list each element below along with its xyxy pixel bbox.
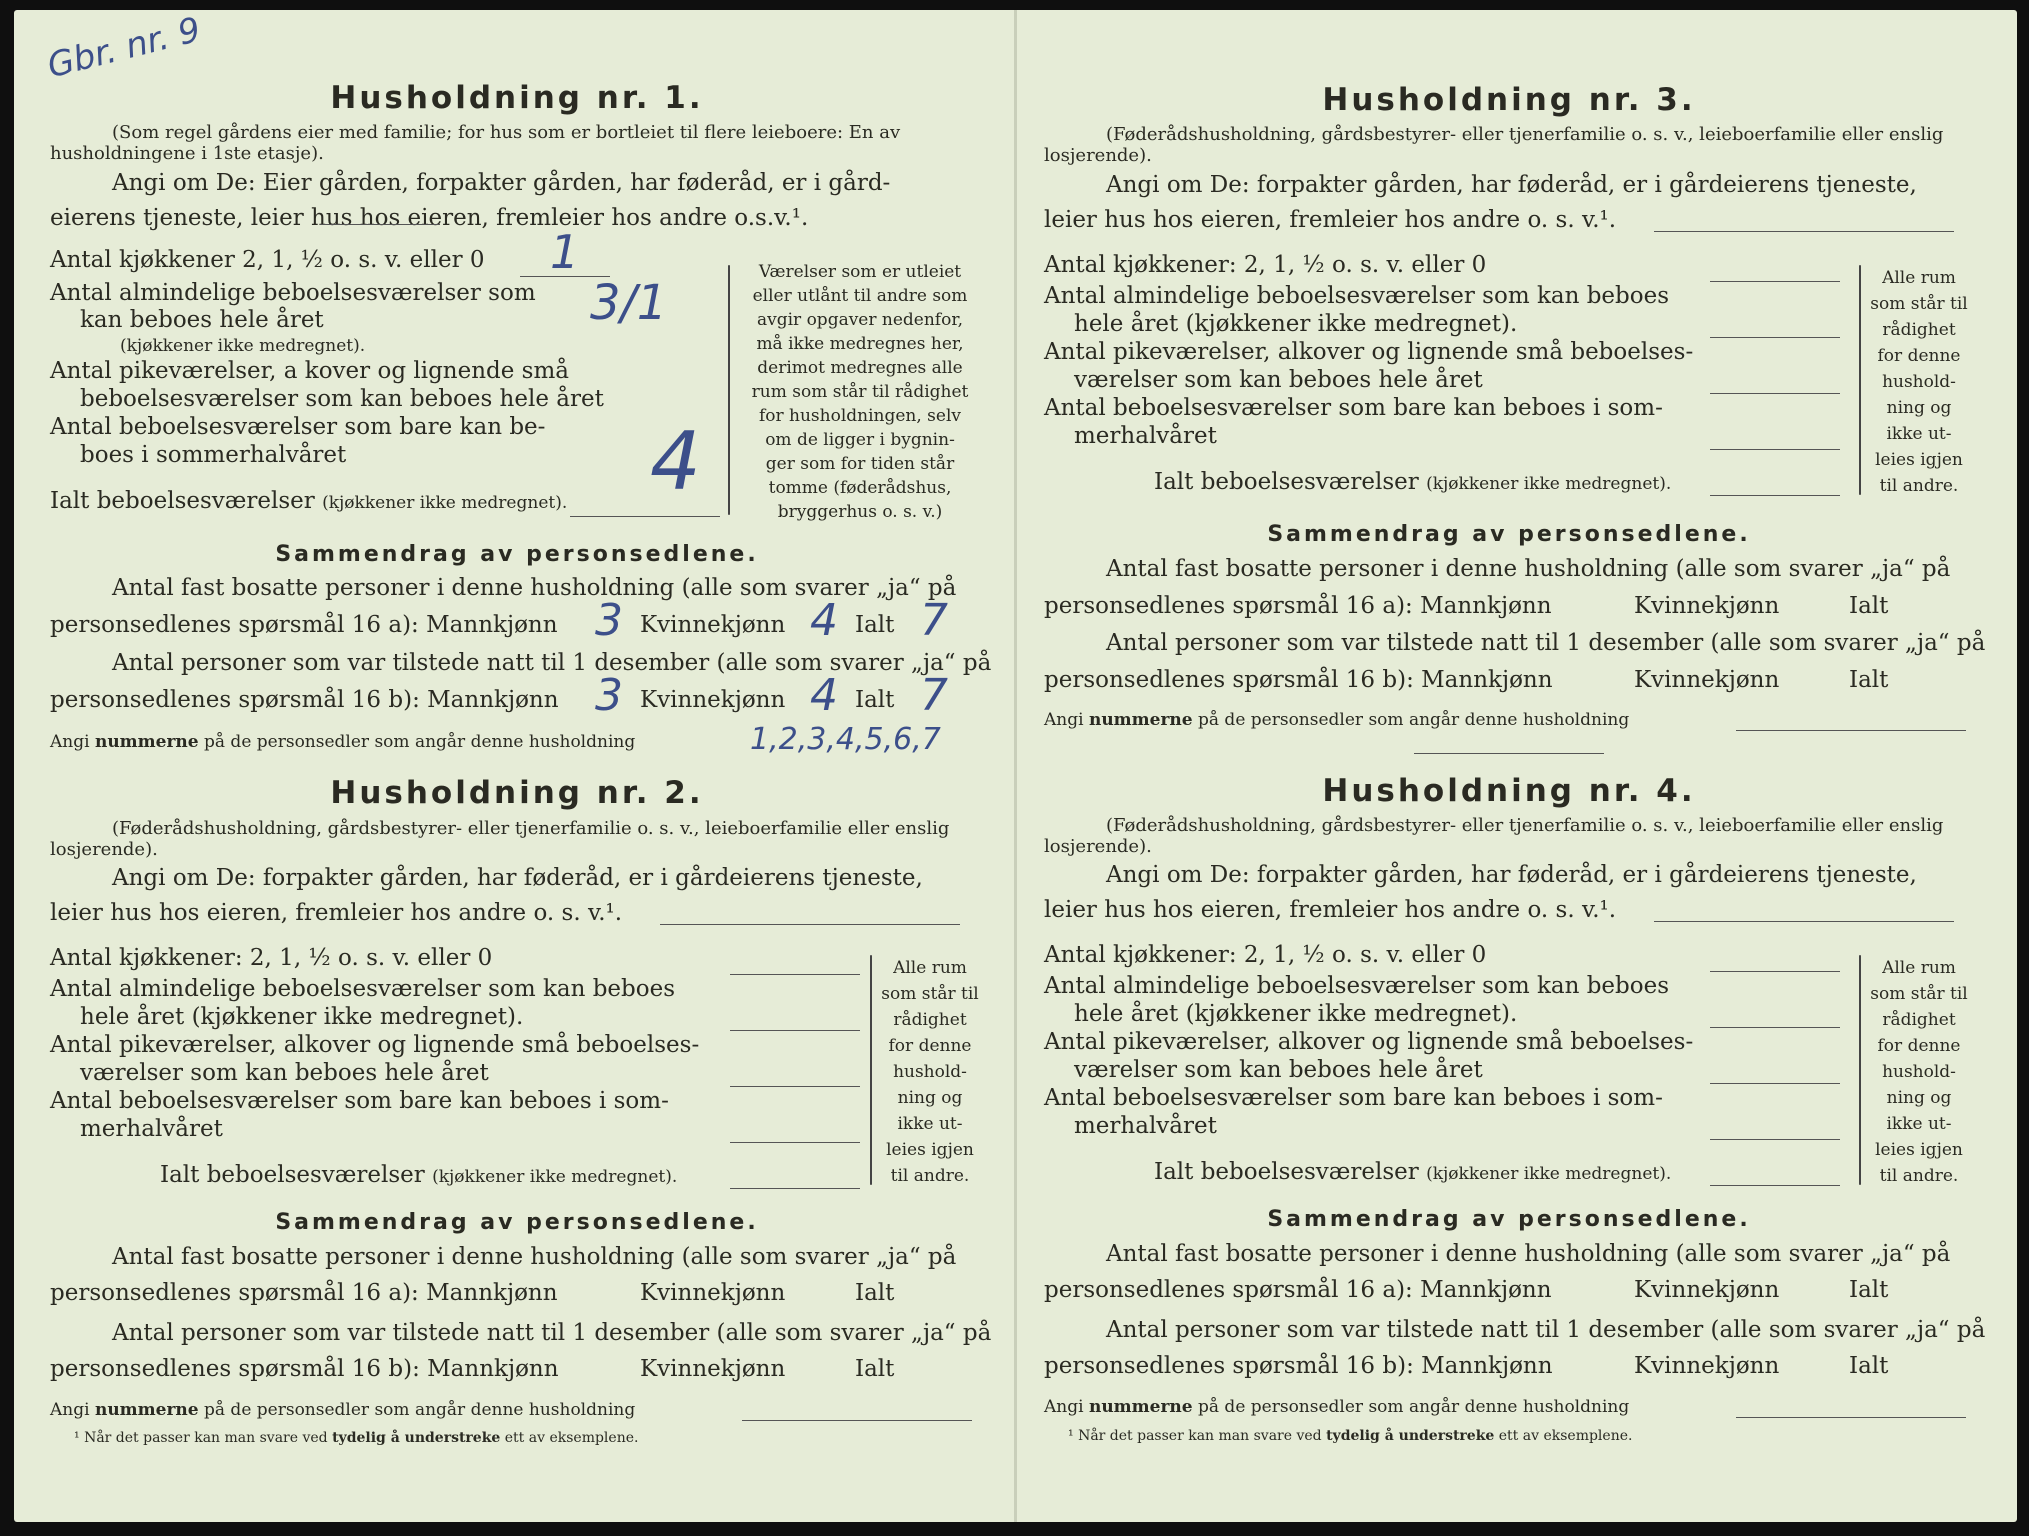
household-2-maid-line1: Antal pikeværelser, alkover og lignende små beboelses- <box>50 1032 700 1058</box>
household-2-kitchen-question: Antal kjøkkener: 2, 1, ½ o. s. v. eller 0 <box>50 945 493 971</box>
side-note-line: rådighet <box>1882 320 1956 340</box>
answer-line <box>730 1188 860 1189</box>
household-4-s2-line1: Antal personer som var tilstede natt til 1 desember (alle som svarer „ja“ på <box>1106 1317 1986 1343</box>
side-note-line: for husholdningen, selv <box>758 406 962 426</box>
household-3-summary-title: Sammendrag av personsedlene. <box>1267 522 1751 547</box>
answer-line <box>1710 971 1840 972</box>
footnote-post: ett av eksemplene. <box>1498 1428 1633 1444</box>
kitchen-answer: 1 <box>550 225 580 279</box>
household-1-total-label: Ialt beboelsesværelser <box>50 488 315 514</box>
answer-line <box>1710 1185 1840 1186</box>
household-3-total-label: Ialt beboelsesværelser <box>1154 469 1419 495</box>
footnote <box>74 1430 638 1446</box>
answer-line <box>1710 393 1840 394</box>
k16a-answer: 4 <box>810 595 838 646</box>
kvinnekjonn-label: Kvinnekjønn <box>1634 593 1780 619</box>
household-1-rooms-line2: kan beboes hele året <box>80 307 324 333</box>
rooms-answer: 3/1 <box>590 275 668 331</box>
side-note-line: ning og <box>1886 398 1952 418</box>
footnote-pre: ¹ Når det passer kan man svare ved <box>1068 1428 1322 1444</box>
household-1-side-note <box>740 260 980 524</box>
angi-label: Angi <box>50 732 90 752</box>
household-3-angi-line1: Angi om De: forpakter gården, har føderåd, er i gårdeierens tjeneste, <box>1106 172 1917 198</box>
household-1-brace <box>728 265 730 515</box>
household-3-total-note: (kjøkkener ikke medregnet). <box>1426 474 1672 494</box>
household-3-brace <box>1859 265 1861 495</box>
household-1-total-note: (kjøkkener ikke medregnet). <box>322 493 568 513</box>
footnote-post: ett av eksemplene. <box>504 1430 639 1446</box>
household-2-summer-line1: Antal beboelsesværelser som bare kan beboes i som- <box>50 1088 669 1114</box>
household-3-angi-line2: leier hus hos eieren, fremleier hos andre o. s. v.¹. <box>1044 207 1617 233</box>
household-1-s2-line2: personsedlenes spørsmål 16 b): Mannkjønn <box>50 687 559 713</box>
answer-line <box>730 1030 860 1031</box>
household-3-summer-line1: Antal beboelsesværelser som bare kan beboes i som- <box>1044 395 1663 421</box>
household-1-kitchen-question: Antal kjøkkener 2, 1, ½ o. s. v. eller 0 <box>50 247 485 273</box>
household-4-maid-line2: værelser som kan beboes hele året <box>1074 1057 1483 1083</box>
ialt-label: Ialt <box>855 1356 895 1382</box>
page-fold <box>1014 10 1017 1522</box>
angi-answer-line <box>660 924 960 925</box>
side-note-line: for denne <box>888 1036 972 1056</box>
answer-line <box>1710 1027 1840 1028</box>
summer-answer: 4 <box>650 415 701 508</box>
kvinnekjonn-label: Kvinnekjønn <box>1634 667 1780 693</box>
answer-line <box>730 974 860 975</box>
household-3-title: Husholdning nr. 3. <box>1322 82 1696 118</box>
side-note-line: ikke ut- <box>1886 1114 1952 1134</box>
household-2-note: (Føderådshusholdning, gårdsbestyrer- eller tjenerfamilie o. s. v., leieboerfamilie eller enslig losjerende). <box>50 818 950 860</box>
household-3-summer-line2: merhalvåret <box>1074 423 1217 449</box>
household-2-s1-line1: Antal fast bosatte personer i denne husholdning (alle som svarer „ja“ på <box>112 1244 957 1270</box>
kvinnekjonn-label: Kvinnekjønn <box>640 1280 786 1306</box>
household-3-kitchen-question: Antal kjøkkener: 2, 1, ½ o. s. v. eller 0 <box>1044 252 1487 278</box>
household-3-s1-line2: personsedlenes spørsmål 16 a): Mannkjønn <box>1044 593 1552 619</box>
answer-line <box>1710 1083 1840 1084</box>
side-note-line: som står til <box>1870 984 1968 1004</box>
kvinnekjonn-label: Kvinnekjønn <box>1634 1277 1780 1303</box>
angi-label: Angi <box>50 1400 90 1420</box>
household-2-angi-line2: leier hus hos eieren, fremleier hos andre o. s. v.¹. <box>50 900 623 926</box>
household-4-side-note <box>1864 955 1974 1189</box>
section-divider <box>1414 753 1604 754</box>
side-note-line: som står til <box>1870 294 1968 314</box>
household-1-maid-line1: Antal pikeværelser, a kover og lignende små <box>50 358 569 384</box>
household-1-s1-line1: Antal fast bosatte personer i denne husholdning (alle som svarer „ja“ på <box>112 575 957 601</box>
side-note-line: rådighet <box>1882 1010 1956 1030</box>
household-4-angi-line2: leier hus hos eieren, fremleier hos andre o. s. v.¹. <box>1044 897 1617 923</box>
answer-line <box>730 1142 860 1143</box>
household-2-title: Husholdning nr. 2. <box>330 775 704 811</box>
right-page <box>1044 10 1986 1522</box>
footnote-bold: tydelig å understreke <box>1326 1428 1495 1444</box>
household-2-s1-line2: personsedlenes spørsmål 16 a): Mannkjønn <box>50 1280 558 1306</box>
side-note-line: ning og <box>1886 1088 1952 1108</box>
side-note-line: om de ligger i bygnin- <box>765 430 955 450</box>
k16b-answer: 4 <box>810 670 838 721</box>
household-3-s2-line1: Antal personer som var tilstede natt til 1 desember (alle som svarer „ja“ på <box>1106 630 1986 656</box>
household-2-total-note: (kjøkkener ikke medregnet). <box>432 1167 678 1187</box>
household-4-summary-title: Sammendrag av personsedlene. <box>1267 1207 1751 1232</box>
household-4-numbers-line <box>1044 1397 1974 1417</box>
m16b-answer: 3 <box>595 670 623 721</box>
t16a-answer: 7 <box>920 595 948 646</box>
angi-label: Angi <box>1044 1397 1084 1417</box>
numbers-answer-line <box>1736 1417 1966 1418</box>
angi-answer-line <box>1654 921 1954 922</box>
side-note-line: hushold- <box>1882 372 1956 392</box>
household-4-angi-line1: Angi om De: forpakter gården, har føderåd, er i gårdeierens tjeneste, <box>1106 862 1917 888</box>
numbers-question: på de personsedler som angår denne husholdning <box>1198 710 1630 730</box>
household-2-side-note <box>876 955 984 1189</box>
side-note-line: for denne <box>1877 346 1961 366</box>
numbers-question: på de personsedler som angår denne husholdning <box>204 1400 636 1420</box>
answer-line <box>1710 337 1840 338</box>
household-4-s1-line1: Antal fast bosatte personer i denne husholdning (alle som svarer „ja“ på <box>1106 1241 1951 1267</box>
household-1-s2-line1: Antal personer som var tilstede natt til 1 desember (alle som svarer „ja“ på <box>112 650 992 676</box>
household-4-kitchen-question: Antal kjøkkener: 2, 1, ½ o. s. v. eller 0 <box>1044 942 1487 968</box>
household-4-s1-line2: personsedlenes spørsmål 16 a): Mannkjønn <box>1044 1277 1552 1303</box>
household-1-s1-line2: personsedlenes spørsmål 16 a): Mannkjønn <box>50 612 558 638</box>
household-2-summer-line2: merhalvåret <box>80 1116 223 1142</box>
household-4-note: (Føderådshusholdning, gårdsbestyrer- eller tjenerfamilie o. s. v., leieboerfamilie eller enslig losjerende). <box>1044 815 1944 857</box>
household-4-summer-line1: Antal beboelsesværelser som bare kan beboes i som- <box>1044 1085 1663 1111</box>
household-4-total-note: (kjøkkener ikke medregnet). <box>1426 1164 1672 1184</box>
household-2-total-label: Ialt beboelsesværelser <box>160 1162 425 1188</box>
ialt-label: Ialt <box>1849 593 1889 619</box>
answer-line <box>1710 449 1840 450</box>
household-2-rooms-line1: Antal almindelige beboelsesværelser som kan beboes <box>50 976 676 1002</box>
kvinnekjonn-label: Kvinnekjønn <box>640 612 786 638</box>
numbers-answer-line <box>742 1420 972 1421</box>
side-note-line: Værelser som er utleiet <box>758 262 962 282</box>
household-3-rooms-line2: hele året (kjøkkener ikke medregnet). <box>1074 311 1518 337</box>
side-note-line: Alle rum <box>1882 268 1956 288</box>
side-note-line: ger som for tiden står <box>765 454 955 474</box>
t16b-answer: 7 <box>920 670 948 721</box>
household-4-summer-line2: merhalvåret <box>1074 1113 1217 1139</box>
household-4-s2-line2: personsedlenes spørsmål 16 b): Mannkjønn <box>1044 1353 1553 1379</box>
side-note-line: leies igjen <box>1875 1140 1963 1160</box>
nummerne-label: nummerne <box>1088 1397 1193 1417</box>
household-2-angi-line1: Angi om De: forpakter gården, har føderåd, er i gårdeierens tjeneste, <box>112 865 923 891</box>
household-4-title: Husholdning nr. 4. <box>1322 773 1696 809</box>
household-4-rooms-line2: hele året (kjøkkener ikke medregnet). <box>1074 1001 1518 1027</box>
household-1-summer-line2: boes i sommerhalvåret <box>80 442 347 468</box>
household-4-maid-line1: Antal pikeværelser, alkover og lignende små beboelses- <box>1044 1029 1694 1055</box>
household-3-note: (Føderådshusholdning, gårdsbestyrer- eller tjenerfamilie o. s. v., leieboerfamilie eller enslig losjerende). <box>1044 124 1944 166</box>
side-note-line: til andre. <box>890 1166 970 1186</box>
ialt-label: Ialt <box>1849 1353 1889 1379</box>
ialt-label: Ialt <box>855 687 895 713</box>
side-note-line: avgir opgaver nedenfor, <box>756 310 963 330</box>
answer-line <box>1710 281 1840 282</box>
answer-line <box>1710 495 1840 496</box>
household-2-brace <box>870 955 872 1185</box>
household-1-angi-line2: eierens tjeneste, leier hus hos eieren, fremleier hos andre o.s.v.¹. <box>50 205 809 231</box>
household-2-maid-line2: værelser som kan beboes hele året <box>80 1060 489 1086</box>
household-1-note: (Som regel gårdens eier med familie; for hus som er bortleiet til flere leieboere: En av husholdningene i 1ste etasje). <box>50 122 901 164</box>
side-note-line: Alle rum <box>1882 958 1956 978</box>
household-4-rooms-line1: Antal almindelige beboelsesværelser som kan beboes <box>1044 973 1670 999</box>
side-note-line: derimot medregnes alle <box>757 358 963 378</box>
answer-line <box>1710 1139 1840 1140</box>
household-4-total-label: Ialt beboelsesværelser <box>1154 1159 1419 1185</box>
side-note-line: rådighet <box>893 1010 967 1030</box>
household-3-side-note <box>1864 265 1974 499</box>
nummerne-label: nummerne <box>94 732 199 752</box>
household-3-maid-line1: Antal pikeværelser, alkover og lignende små beboelses- <box>1044 339 1694 365</box>
ialt-label: Ialt <box>855 1280 895 1306</box>
footnote-bold: tydelig å understreke <box>332 1430 501 1446</box>
household-2-numbers-line <box>50 1400 984 1420</box>
household-3-s2-line2: personsedlenes spørsmål 16 b): Mannkjønn <box>1044 667 1553 693</box>
kvinnekjonn-label: Kvinnekjønn <box>640 687 786 713</box>
footnote <box>1068 1428 1632 1444</box>
side-note-line: må ikke medregnes her, <box>756 334 964 354</box>
nummerne-label: nummerne <box>94 1400 199 1420</box>
side-note-line: hushold- <box>893 1062 967 1082</box>
side-note-line: til andre. <box>1879 476 1959 496</box>
household-1-title: Husholdning nr. 1. <box>330 80 704 116</box>
answer-line <box>730 1086 860 1087</box>
side-note-line: til andre. <box>1879 1166 1959 1186</box>
angi-label: Angi <box>1044 710 1084 730</box>
angi-answer-line <box>1654 231 1954 232</box>
side-note-line: ning og <box>897 1088 963 1108</box>
side-note-line: ikke ut- <box>1886 424 1952 444</box>
side-note-line: leies igjen <box>1875 450 1963 470</box>
ialt-label: Ialt <box>855 612 895 638</box>
household-1-summer-line1: Antal beboelsesværelser som bare kan be- <box>50 414 546 440</box>
numbers-answer-line <box>1736 730 1966 731</box>
household-3-maid-line2: værelser som kan beboes hele året <box>1074 367 1483 393</box>
side-note-line: tomme (føderådshus, <box>768 478 952 498</box>
kvinnekjonn-label: Kvinnekjønn <box>1634 1353 1780 1379</box>
household-1-rooms-line1: Antal almindelige beboelsesværelser som <box>50 280 536 306</box>
side-note-line: eller utlånt til andre som <box>752 286 968 306</box>
household-1-summary-title: Sammendrag av personsedlene. <box>275 542 759 567</box>
household-3-rooms-line1: Antal almindelige beboelsesværelser som kan beboes <box>1044 283 1670 309</box>
side-note-line: ikke ut- <box>897 1114 963 1134</box>
numbers-question: på de personsedler som angår denne husholdning <box>1198 1397 1630 1417</box>
corner-handwritten-note: Gbr. nr. 9 <box>43 9 205 87</box>
household-4-brace <box>1859 955 1861 1185</box>
eier-underline <box>320 224 440 225</box>
household-3-s1-line1: Antal fast bosatte personer i denne husholdning (alle som svarer „ja“ på <box>1106 556 1951 582</box>
household-2-s2-line1: Antal personer som var tilstede natt til 1 desember (alle som svarer „ja“ på <box>112 1320 992 1346</box>
m16a-answer: 3 <box>595 595 623 646</box>
census-form-sheet <box>14 10 2017 1522</box>
ialt-label: Ialt <box>1849 667 1889 693</box>
footnote-pre: ¹ Når det passer kan man svare ved <box>74 1430 328 1446</box>
side-note-line: leies igjen <box>886 1140 974 1160</box>
household-2-rooms-line2: hele året (kjøkkener ikke medregnet). <box>80 1004 524 1030</box>
household-1-angi-line1: Angi om De: Eier gården, forpakter gården, har føderåd, er i gård- <box>112 170 891 196</box>
ialt-label: Ialt <box>1849 1277 1889 1303</box>
side-note-line: som står til <box>881 984 979 1004</box>
kvinnekjonn-label: Kvinnekjønn <box>640 1356 786 1382</box>
side-note-line: rum som står til rådighet <box>751 382 969 402</box>
household-3-numbers-line <box>1044 710 1974 730</box>
household-1-rooms-line3: (kjøkkener ikke medregnet). <box>120 336 366 356</box>
nummerne-label: nummerne <box>1088 710 1193 730</box>
household-1-maid-line2: beboelsesværelser som kan beboes hele året <box>80 386 604 412</box>
left-page <box>43 9 992 1522</box>
numbers-answer: 1,2,3,4,5,6,7 <box>750 722 941 757</box>
total-answer-line <box>570 516 720 517</box>
side-note-line: for denne <box>1877 1036 1961 1056</box>
household-2-summary-title: Sammendrag av personsedlene. <box>275 1210 759 1235</box>
numbers-question: på de personsedler som angår denne husholdning <box>204 732 636 752</box>
side-note-line: Alle rum <box>893 958 967 978</box>
side-note-line: bryggerhus o. s. v.) <box>777 502 943 522</box>
side-note-line: hushold- <box>1882 1062 1956 1082</box>
household-2-s2-line2: personsedlenes spørsmål 16 b): Mannkjønn <box>50 1356 559 1382</box>
